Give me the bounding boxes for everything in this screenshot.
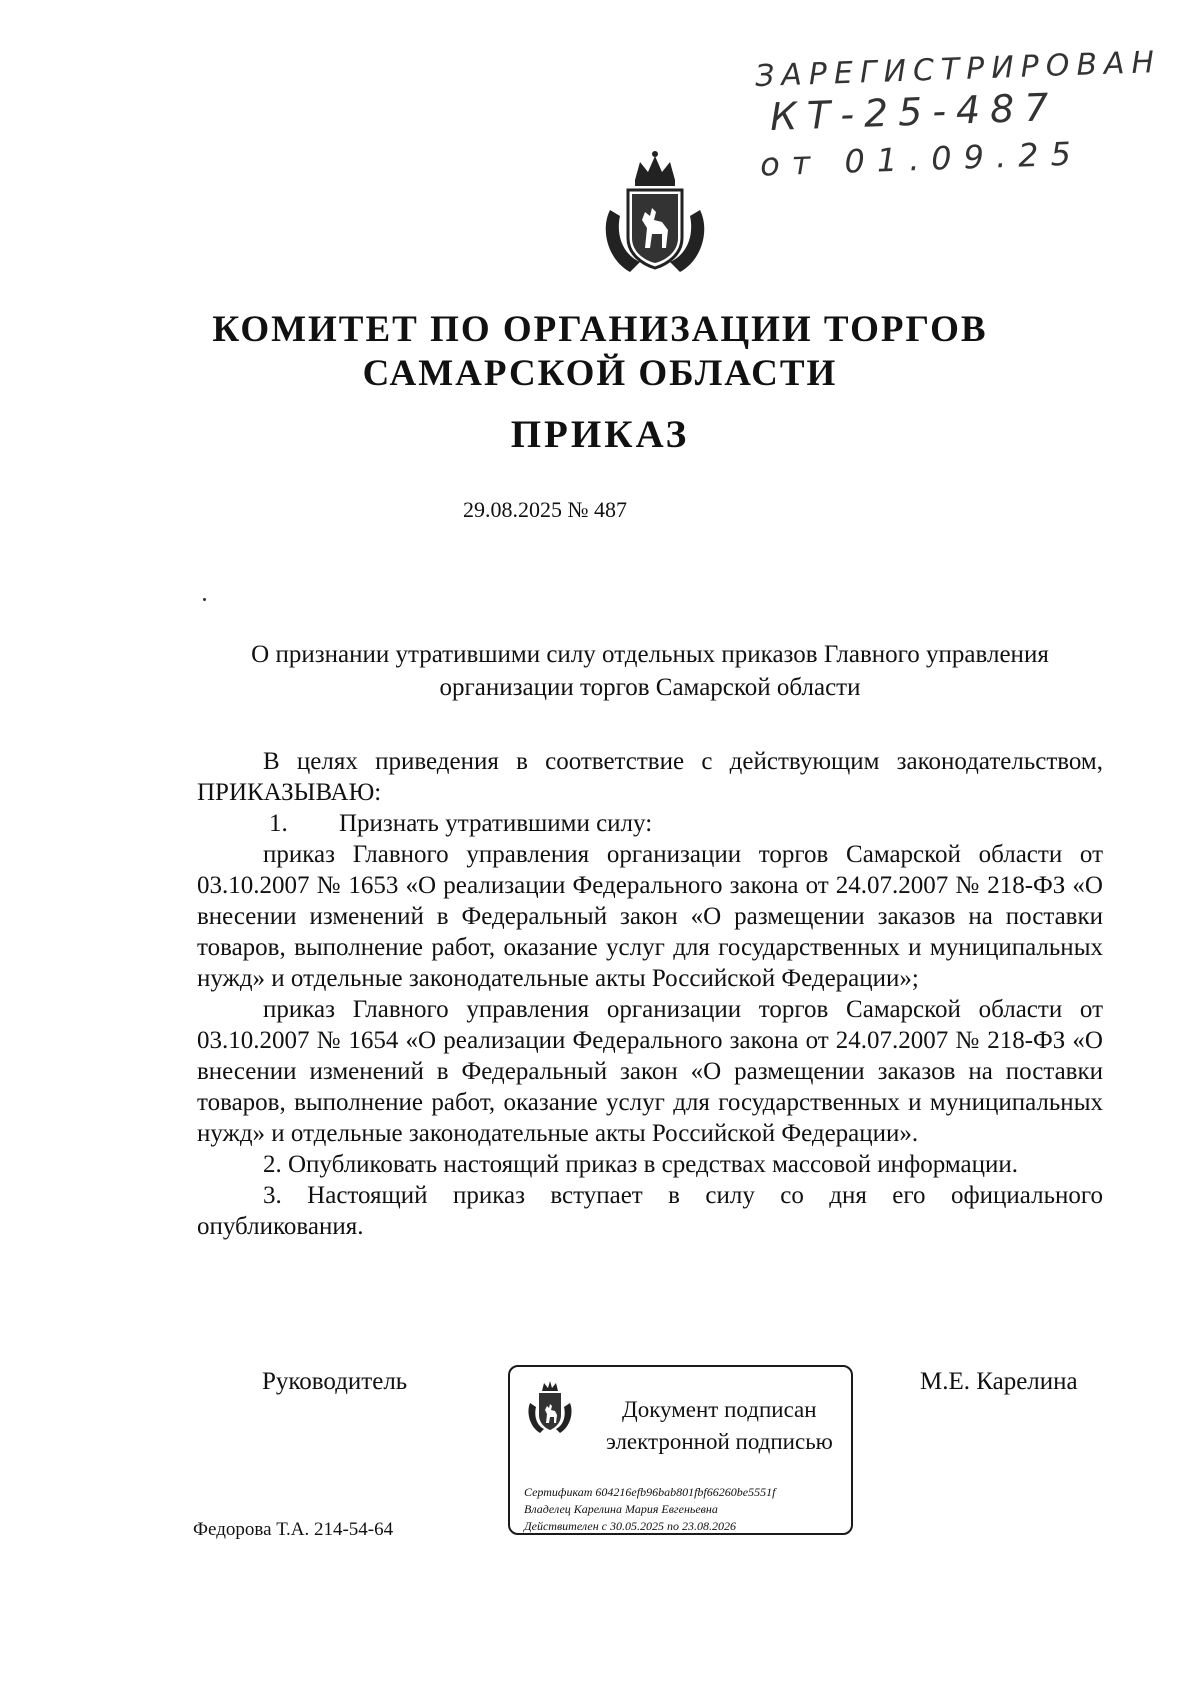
registration-note-line1: ЗАРЕГИСТРИРОВАН — [754, 44, 1162, 95]
document-type: ПРИКАЗ — [510, 413, 690, 456]
preamble: В целях приведения в соответствие с действующим законодательством, ПРИКАЗЫВАЮ: — [197, 748, 1103, 806]
order-body — [197, 746, 1103, 1242]
order-subject — [190, 638, 1110, 704]
repealed-order-1: приказ Главного управления организации торгов Самарской области от 03.10.2007 № 1653 «О реализации Федерального закона от 24.07.2007 № 218-ФЗ «О внесении изменений в Федеральный закон «О размещении заказов на поставки товаров, выполнение работ, оказание услуг для государственных и муниципальных нужд» и отдельные законодательные акты Российской Федерации»; — [197, 841, 1103, 992]
repealed-order-2: приказ Главного управления организации торгов Самарской области от 03.10.2007 № 1654 «О реализации Федерального закона от 24.07.2007 № 218-ФЗ «О внесении изменений в Федеральный закон «О размещении заказов на поставки товаров, выполнение работ, оказание услуг для государственных и муниципальных нужд» и отдельные законодательные акты Российской Федерации». — [197, 996, 1103, 1147]
committee-name-line1: КОМИТЕТ ПО ОРГАНИЗАЦИИ ТОРГОВ — [212, 309, 988, 350]
registration-note-line3: от 01.09.25 — [759, 134, 1084, 184]
stamp-validity: Действителен с 30.05.2025 по 23.08.2026 — [524, 1519, 736, 1533]
item-3: 3. Настоящий приказ вступает в силу со дня его официального опубликования. — [197, 1182, 1103, 1240]
subject-line2: организации торгов Самарской области — [439, 674, 861, 701]
stamp-line2: электронной подписью — [606, 1429, 833, 1454]
committee-name-line2: САМАРСКОЙ ОБЛАСТИ — [362, 353, 838, 394]
scan-mark — [203, 598, 206, 601]
registration-note-line2: КТ-25-487 — [769, 84, 1060, 140]
samara-coat-of-arms-icon — [590, 150, 720, 280]
signatory-title: Руководитель — [262, 1368, 408, 1395]
item-1-number: 1. — [269, 810, 288, 837]
item-1-text: Признать утратившими силу: — [339, 810, 653, 837]
item-1 — [197, 808, 1103, 839]
item-2: 2. Опубликовать настоящий приказ в средствах массовой информации. — [263, 1151, 1019, 1178]
electronic-signature-stamp — [508, 1365, 853, 1535]
signatory-name: М.Е. Карелина — [920, 1368, 1078, 1395]
stamp-certificate: Сертификат 604216efb96bab801fbf66260be5551f — [524, 1485, 776, 1499]
order-date-number: 29.08.2025 № 487 — [463, 497, 627, 522]
executor-contact: Федорова Т.А. 214-54-64 — [193, 1519, 394, 1540]
stamp-coat-of-arms-icon — [524, 1379, 576, 1437]
stamp-owner: Владелец Карелина Мария Евгеньевна — [524, 1502, 718, 1516]
subject-line1: О признании утратившими силу отдельных приказов Главного управления — [251, 641, 1049, 668]
stamp-line1: Документ подписан — [622, 1397, 817, 1422]
